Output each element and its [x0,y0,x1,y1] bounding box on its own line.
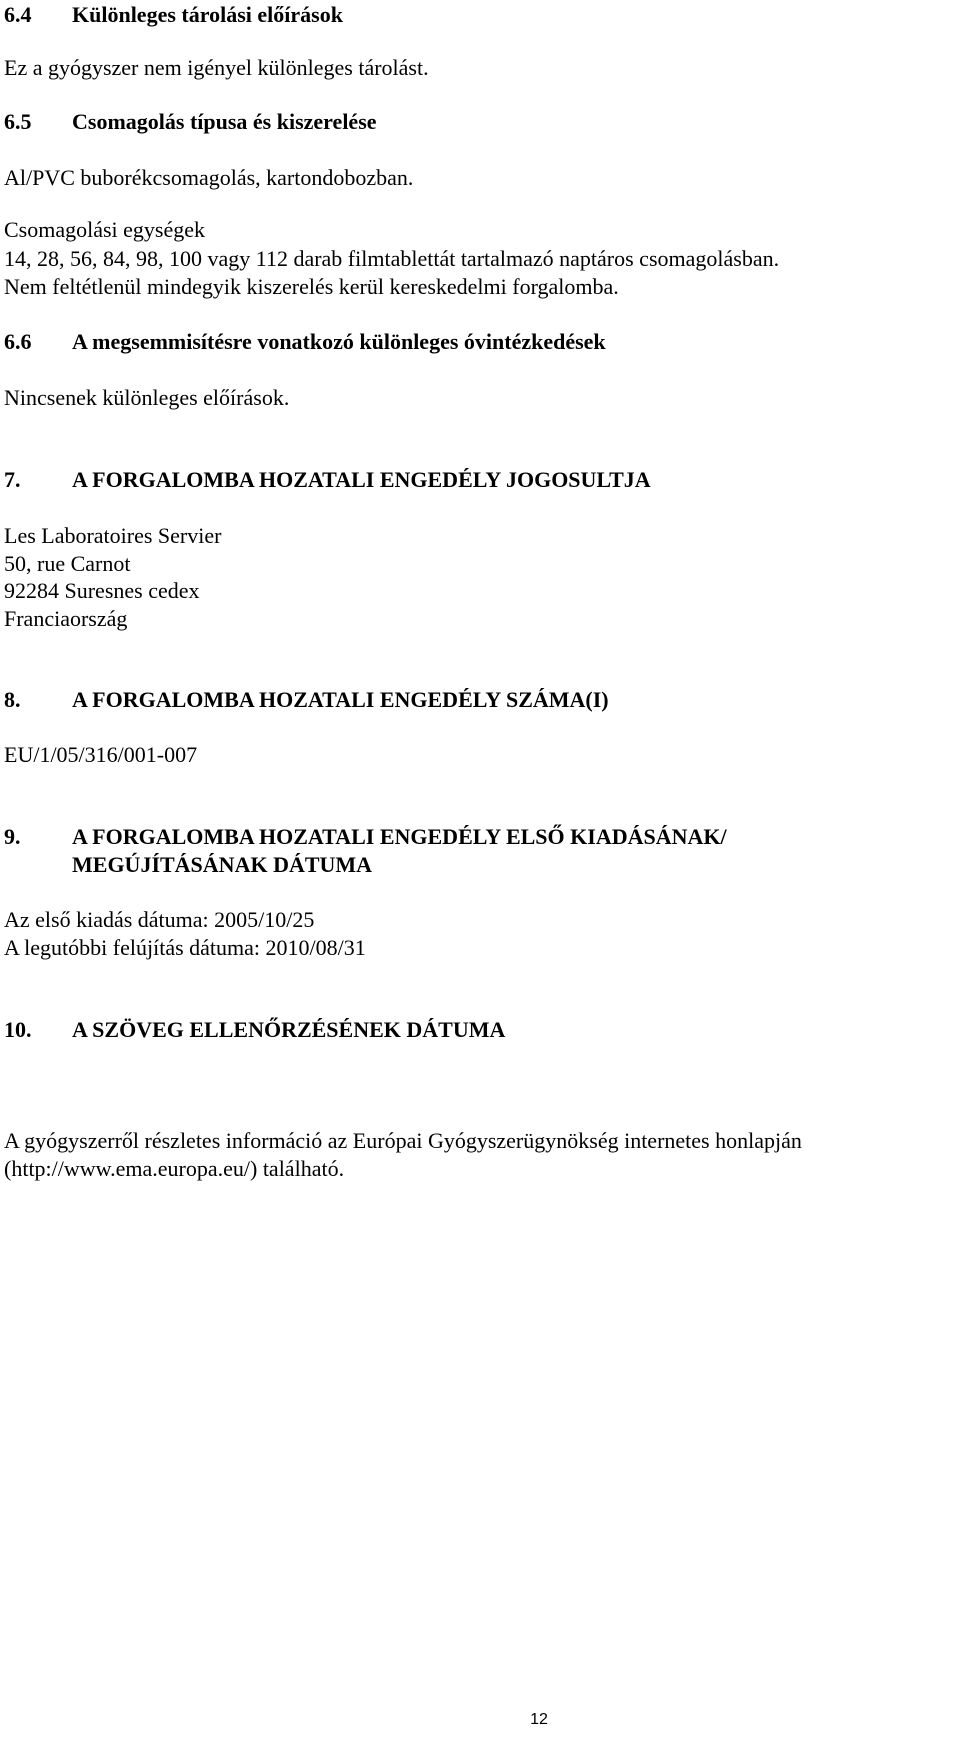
section-6-5-body: Al/PVC buborékcsomagolás, kartondobozban. [4,165,414,190]
authorisation-number: EU/1/05/316/001-007 [4,742,198,767]
section-title: A megsemmisítésre vonatkozó különleges óvintézkedések [72,329,606,354]
section-title: A FORGALOMBA HOZATALI ENGEDÉLY JOGOSULTJA [72,467,651,492]
section-number: 6.5 [4,109,32,134]
packaging-availability-note: Nem feltétlenül mindegyik kiszerelés kerül kereskedelmi forgalomba. [4,274,619,299]
section-number: 6.6 [4,329,32,354]
section-9-heading [4,822,727,851]
section-number: 7. [4,467,21,492]
section-6-5-heading [4,107,377,136]
section-number: 10. [4,1017,32,1042]
section-6-6-heading [4,327,606,356]
section-7-heading [4,465,651,494]
section-title: A FORGALOMBA HOZATALI ENGEDÉLY ELSŐ KIADÁSÁNAK/ [72,824,727,849]
section-8-heading [4,685,609,714]
first-issue-date: Az első kiadás dátuma: 2005/10/25 [4,907,315,932]
section-title: Különleges tárolási előírások [72,2,343,27]
section-9-heading-continued: MEGÚJÍTÁSÁNAK DÁTUMA [72,852,373,877]
section-number: 8. [4,687,21,712]
ema-info-link: (http://www.ema.europa.eu/) található. [4,1156,345,1181]
section-6-6-body: Nincsenek különleges előírások. [4,385,290,410]
packaging-units-heading: Csomagolási egységek [4,217,206,242]
holder-name: Les Laboratoires Servier [4,523,222,548]
holder-country: Franciaország [4,606,128,631]
latest-renewal-date: A legutóbbi felújítás dátuma: 2010/08/31 [4,935,366,960]
section-title: A SZÖVEG ELLENŐRZÉSÉNEK DÁTUMA [72,1017,506,1042]
section-number: 6.4 [4,2,32,27]
ema-info-text: A gyógyszerről részletes információ az Európai Gyógyszerügynökség internetes honlapján [4,1128,802,1153]
section-6-4-body: Ez a gyógyszer nem igényel különleges tárolást. [4,55,429,80]
page-number: 12 [530,1711,548,1728]
section-title: A FORGALOMBA HOZATALI ENGEDÉLY SZÁMA(I) [72,687,609,712]
section-title: Csomagolás típusa és kiszerelése [72,109,377,134]
holder-street: 50, rue Carnot [4,551,131,576]
holder-city: 92284 Suresnes cedex [4,578,200,603]
packaging-units-text: 14, 28, 56, 84, 98, 100 vagy 112 darab filmtablettát tartalmazó naptáros csomagolásban. [4,246,780,271]
section-6-4-heading [4,0,343,29]
section-10-heading [4,1015,505,1044]
section-number: 9. [4,824,21,849]
